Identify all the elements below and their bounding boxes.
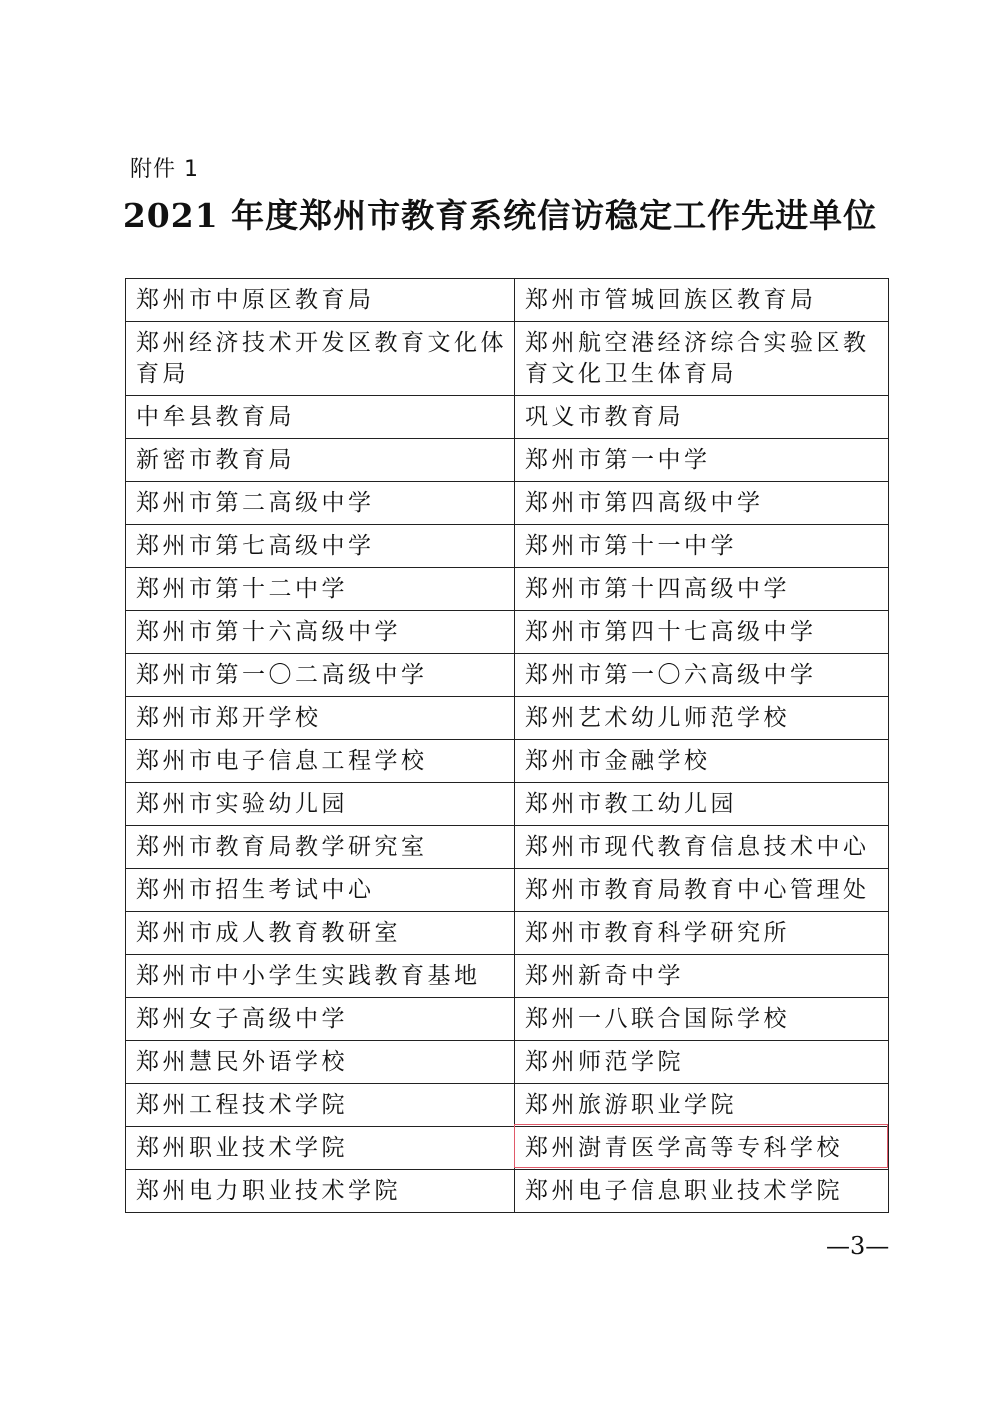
unit-cell: 郑州市管城回族区教育局 — [515, 279, 889, 322]
unit-cell: 郑州新奇中学 — [515, 955, 889, 998]
unit-cell: 郑州市第一〇六高级中学 — [515, 654, 889, 697]
unit-cell: 新密市教育局 — [126, 439, 515, 482]
table-row — [126, 654, 889, 697]
table-row — [126, 611, 889, 654]
unit-cell: 郑州市第四高级中学 — [515, 482, 889, 525]
table-row — [126, 998, 889, 1041]
unit-cell: 郑州市第十一中学 — [515, 525, 889, 568]
unit-cell: 郑州市第十六高级中学 — [126, 611, 515, 654]
table-row — [126, 1041, 889, 1084]
unit-cell: 郑州师范学院 — [515, 1041, 889, 1084]
unit-cell: 郑州市教育局教育中心管理处 — [515, 869, 889, 912]
unit-cell: 郑州航空港经济综合实验区教育文化卫生体育局 — [515, 322, 889, 396]
unit-cell: 郑州艺术幼儿师范学校 — [515, 697, 889, 740]
unit-cell: 郑州女子高级中学 — [126, 998, 515, 1041]
unit-cell: 巩义市教育局 — [515, 396, 889, 439]
table-row — [126, 525, 889, 568]
document-title: 2021 年度郑州市教育系统信访稳定工作先进单位 — [122, 196, 878, 235]
unit-cell: 郑州市中原区教育局 — [126, 279, 515, 322]
unit-cell: 郑州旅游职业学院 — [515, 1084, 889, 1127]
table-row — [126, 1127, 889, 1170]
unit-cell: 郑州市第一中学 — [515, 439, 889, 482]
unit-cell: 郑州市招生考试中心 — [126, 869, 515, 912]
unit-cell: 郑州经济技术开发区教育文化体育局 — [126, 322, 515, 396]
attachment-label: 附件 1 — [130, 157, 199, 182]
unit-cell: 郑州市第十四高级中学 — [515, 568, 889, 611]
table-row — [126, 568, 889, 611]
table-row — [126, 869, 889, 912]
table-row — [126, 1084, 889, 1127]
unit-cell: 郑州市第四十七高级中学 — [515, 611, 889, 654]
unit-cell: 郑州市教育科学研究所 — [515, 912, 889, 955]
table-row — [126, 826, 889, 869]
unit-cell: 郑州市现代教育信息技术中心 — [515, 826, 889, 869]
table-row — [126, 912, 889, 955]
table-row — [126, 1170, 889, 1213]
unit-cell: 郑州市第一〇二高级中学 — [126, 654, 515, 697]
unit-cell: 郑州市教工幼儿园 — [515, 783, 889, 826]
unit-cell: 中牟县教育局 — [126, 396, 515, 439]
unit-cell: 郑州一八联合国际学校 — [515, 998, 889, 1041]
unit-cell-highlighted: 郑州澍青医学高等专科学校 — [515, 1127, 889, 1170]
table-row — [126, 439, 889, 482]
unit-cell: 郑州市电子信息工程学校 — [126, 740, 515, 783]
table-row — [126, 955, 889, 998]
unit-cell: 郑州职业技术学院 — [126, 1127, 515, 1170]
unit-cell: 郑州市成人教育教研室 — [126, 912, 515, 955]
unit-cell: 郑州市第二高级中学 — [126, 482, 515, 525]
unit-cell: 郑州市中小学生实践教育基地 — [126, 955, 515, 998]
unit-cell: 郑州市金融学校 — [515, 740, 889, 783]
unit-cell: 郑州市第十二中学 — [126, 568, 515, 611]
table-row — [126, 783, 889, 826]
page-number: —3— — [826, 1232, 890, 1260]
unit-cell: 郑州市第七高级中学 — [126, 525, 515, 568]
table-row — [126, 279, 889, 322]
table-row — [126, 697, 889, 740]
unit-cell: 郑州市实验幼儿园 — [126, 783, 515, 826]
unit-cell: 郑州慧民外语学校 — [126, 1041, 515, 1084]
unit-cell: 郑州市教育局教学研究室 — [126, 826, 515, 869]
unit-cell: 郑州电力职业技术学院 — [126, 1170, 515, 1213]
table-row — [126, 322, 889, 396]
table-row — [126, 740, 889, 783]
table-row — [126, 396, 889, 439]
unit-cell: 郑州电子信息职业技术学院 — [515, 1170, 889, 1213]
table-row — [126, 482, 889, 525]
units-table — [125, 278, 889, 1213]
unit-cell: 郑州市郑开学校 — [126, 697, 515, 740]
unit-cell: 郑州工程技术学院 — [126, 1084, 515, 1127]
